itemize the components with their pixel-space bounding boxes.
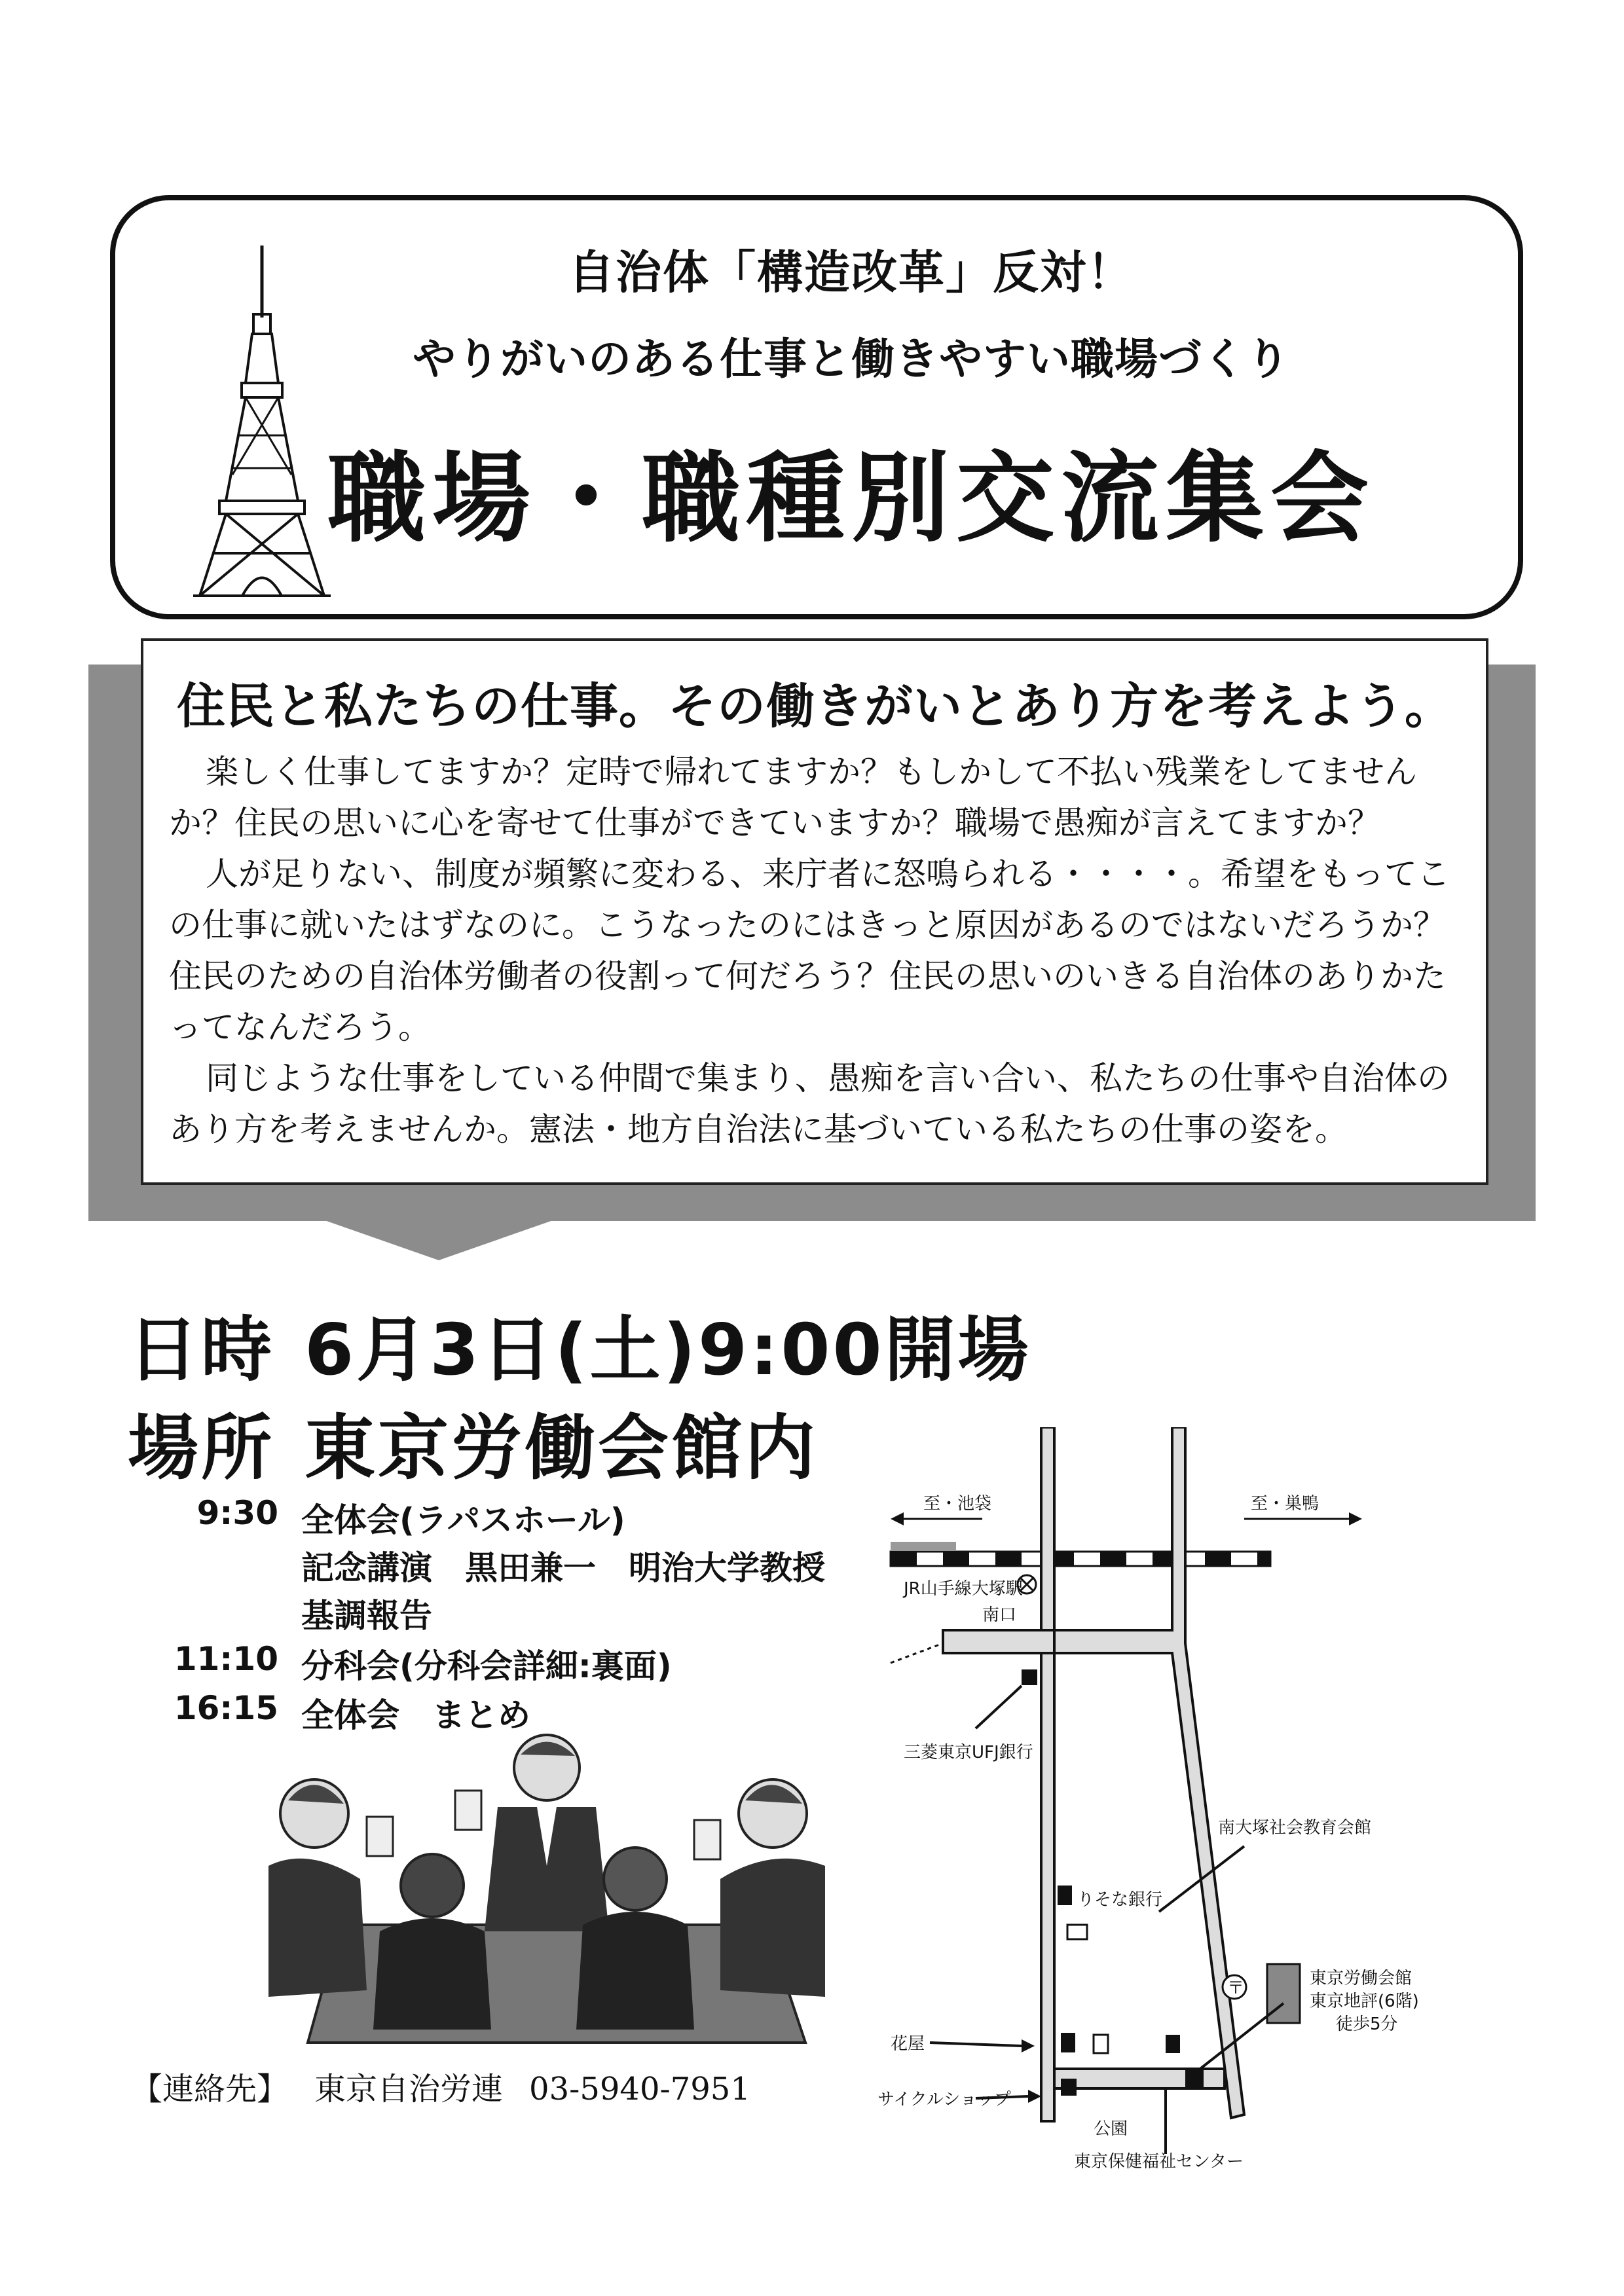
map-label-health-center: 東京保健福祉センター — [1074, 2152, 1244, 2172]
date-line — [128, 1293, 1031, 1394]
rail-line — [891, 1542, 1270, 1566]
map-label-walk: 徒歩5分 — [1336, 2014, 1398, 2034]
schedule-time-3: 16:15 — [174, 1689, 278, 1727]
roads — [943, 1427, 1244, 2121]
map-label-to-ikebukuro: 至・池袋 — [923, 1494, 992, 1514]
schedule-time-1: 9:30 — [196, 1494, 278, 1532]
contact-org: 東京自治労連 — [314, 2071, 504, 2107]
contact-label: 【連絡先】 — [131, 2071, 289, 2107]
place-line — [128, 1391, 818, 1493]
map-label-to-sugamo: 至・巣鴨 — [1251, 1494, 1320, 1514]
map-label-resona-bank: りそな銀行 — [1077, 1890, 1163, 1910]
place-label: 場所 — [128, 1408, 275, 1489]
date-value: 6月3日(土)9:00開場 — [304, 1309, 1031, 1391]
map-label-florist: 花屋 — [891, 2034, 925, 2054]
page-title: 職場・職種別交流集会 — [327, 442, 1376, 556]
message-paragraph-2: 人が足りない、制度が頻繁に変わる、来庁者に怒鳴られる・・・・。希望をもってこの仕事に就いたはずなのに。こうなったのにはきっと原因があるのではないだろうか？住民のための自治体労働者の役割って何だろう？住民の思いのいきる自治体のありかたってなんだろう。 — [169, 855, 1450, 1046]
date-label: 日時 — [128, 1309, 275, 1391]
slogan-line-2: やりがいのある仕事と働きやすい職場づくり — [413, 334, 1290, 384]
message-paragraph-1: 楽しく仕事してますか？定時で帰れてますか？もしかして不払い残業をしてませんか？住民の思いに心を寄せて仕事ができていますか？職場で愚痴が言えてますか？ — [169, 753, 1417, 842]
map-label-edu-hall: 南大塚社会教育会館 — [1218, 1818, 1372, 1838]
schedule-item-2: 分科会(分科会詳細:裏面) — [301, 1647, 672, 1685]
map-label-park: 公園 — [1094, 2119, 1128, 2139]
shadow-notch — [308, 1214, 570, 1260]
schedule-item-1a: 全体会(ラパスホール) — [301, 1501, 625, 1539]
schedule-item-1c: 基調報告 — [301, 1597, 432, 1635]
meeting-people-illustration — [268, 1715, 825, 2049]
map-label-ufj-bank: 三菱東京UFJ銀行 — [904, 1743, 1033, 1762]
message-paragraph-3: 同じような仕事をしている仲間で集まり、愚痴を言い合い、私たちの仕事や自治体のあり方を考えませんか。憲法・地方自治法に基づいている私たちの仕事の姿を。 — [169, 1059, 1450, 1148]
contact-line — [131, 2064, 777, 2109]
schedule-item-1b: 記念講演 黒田兼一 明治大学教授 — [301, 1549, 825, 1587]
access-map — [877, 1427, 1532, 2174]
message-heading: 住民と私たちの仕事。その働きがいとあり方を考えよう。 — [177, 678, 1454, 735]
post-office-icon: 〒 — [1227, 1978, 1245, 1998]
message-body — [169, 746, 1472, 1155]
schedule-item-3: 全体会 まとめ — [301, 1696, 530, 1734]
map-label-cycle-shop: サイクルショップ — [877, 2090, 1011, 2109]
map-label-station-south: 南口 — [982, 1605, 1017, 1625]
tokyo-tower-illustration — [193, 246, 331, 599]
map-label-station: JR山手線大塚駅 — [904, 1579, 1023, 1599]
place-value: 東京労働会館内 — [304, 1408, 819, 1489]
contact-phone: 03-5940-7951 — [529, 2071, 750, 2107]
map-label-rodo-kaikan: 東京労働会館 — [1310, 1969, 1412, 1988]
map-label-tokyo-chihyo: 東京地評(6階) — [1310, 1992, 1419, 2011]
schedule-time-2: 11:10 — [174, 1640, 278, 1678]
slogan-line-1: 自治体「構造改革」反対！ — [568, 246, 1134, 299]
